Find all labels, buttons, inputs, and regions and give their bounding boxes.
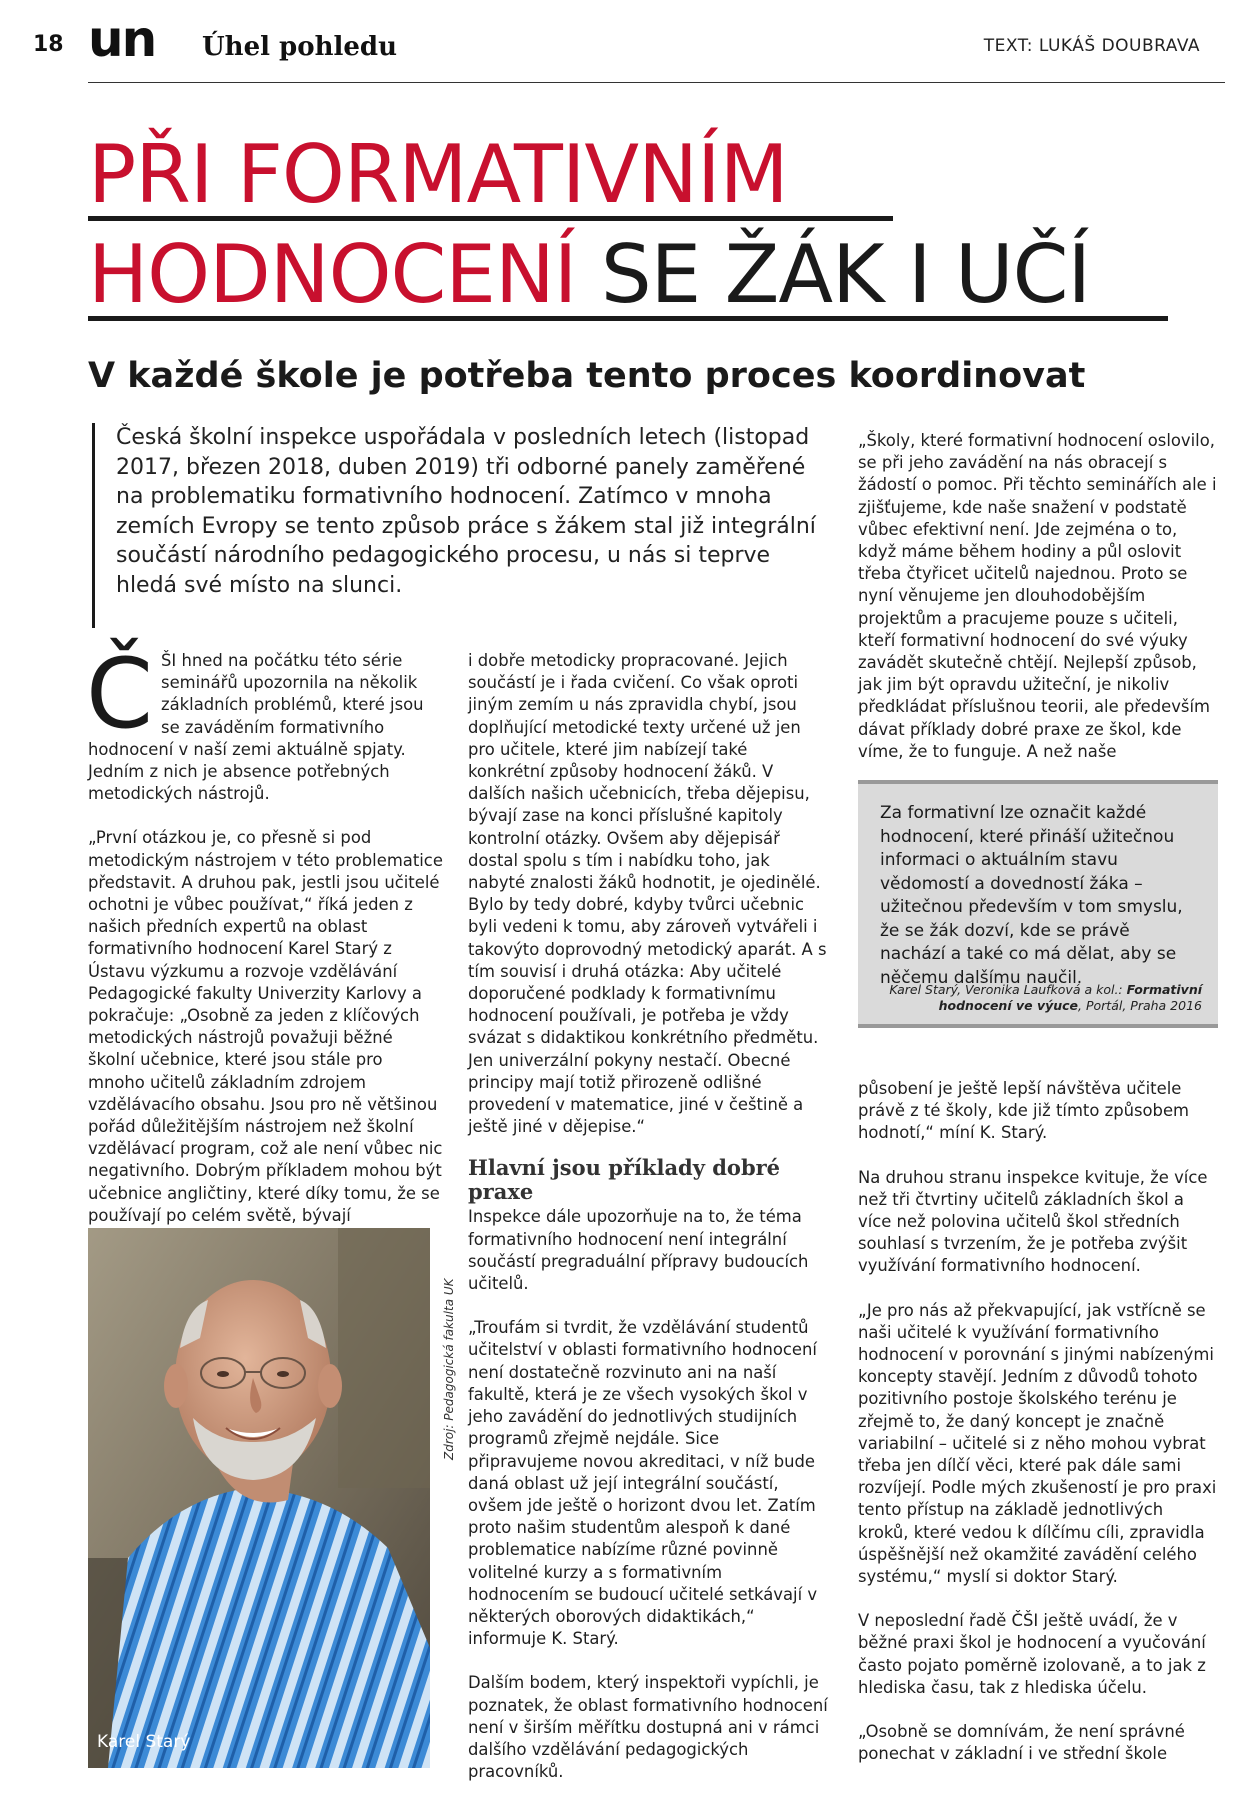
column-3-paragraph-3: Na druhou stranu inspekce kvituje, že více než tři čtvrtiny učitelů základních škol a více než polovina učitelů škol středních souhlasí s tvrzením, že je potřeba zvýšit využívání formativního hodnocení. <box>858 1167 1208 1276</box>
pull-quote-box <box>858 780 1218 1028</box>
headline-black-words: SE ŽÁK I UČÍ <box>576 228 1091 321</box>
column-3-paragraph-4: „Je pro nás až překvapující, jak vstřícně se naši učitelé k využívání formativního hodnocení v porovnání s jinými nabízenými koncepty stavějí. Jedním z důvodů tohoto pozitivního postoje školského terénu je zřejmě to, že daný koncept je značně variabilní – učitelé si z něho mohou vybrat třeba jen dílčí věci, které pak dále sami rozvíjejí. Podle mých zkušeností je pro praxi tento přístup na základě jednotlivých kroků, které vedou k dílčímu cíli, zpravidla úspěšnější než okamžité zavádění celého systému,“ myslí si doktor Starý. <box>858 1300 1217 1587</box>
column-3-paragraph-2: působení je ještě lepší návštěva učitele právě z té školy, kde již tímto způsobem hodnotí,“ míní K. Starý. <box>858 1079 1190 1143</box>
lead-bar <box>92 423 95 628</box>
article-column-2 <box>468 650 828 1783</box>
column-3-paragraph-5: V neposlední řadě ČŠI ještě uvádí, že v běžné praxi škol je hodnocení a vyučování často pojato poměrně izolovaně, a to jak z hlediska času, tak z hlediska účelu. <box>858 1611 1206 1697</box>
column-1-paragraph-2: „První otázkou je, co přesně si pod metodickým nástrojem v této problematice představit. A druhou pak, jestli jsou učitelé ochotni je vůbec používat,“ říká jeden z našich předních expertů na oblast formativního hodnocení Karel Starý z Ústavu výzkumu a rozvoje vzdělávání Pedagogické fakulty Univerzity Karlovy a pokračuje: „Osobně za jeden z klíčových metodických nástrojů považuji běžné školní učebnice, které jsou stále pro mnoho učitelů základním zdrojem vzdělávacího obsahu. Jsou pro ně většinou pořád důležitějším nástrojem než školní vzdělávací program, což ale není vůbec nic negativního. Dobrým příkladem mohou být učebnice angličtiny, které díky tomu, že se používají po celém světě, bývají <box>88 828 443 1225</box>
article-subtitle: V každé škole je potřeba tento proces koordinovat <box>88 356 1086 396</box>
header-divider <box>88 82 1225 83</box>
article-column-1 <box>86 638 443 1227</box>
section-title: Úhel pohledu <box>202 32 397 62</box>
page-number: 18 <box>33 32 64 57</box>
column-2-paragraph-3: „Troufám si tvrdit, že vzdělávání studentů učitelství v oblasti formativního hodnocení není dostatečně rozvinuto ani na naší fakultě, která je ze všech vysokých škol v jeho zavádění do jednotlivých studijních programů zřejmě nejdále. Sice připravujeme novou akreditaci, v níž bude daná oblast už její integrální součástí, ovšem jde ještě o horizont dvou let. Zatím proto našim studentům alespoň k dané problematice nabízíme různé povinně volitelné kurzy a s formativním hodnocením se budoucí učitelé setkávají v některých oborových didaktikách,“ informuje K. Starý. <box>468 1318 818 1649</box>
headline-red-word: HODNOCENÍ <box>88 228 577 321</box>
portrait-photo <box>88 1228 430 1768</box>
photo-credit-text: Zdroj: Pedagogická fakulta UK <box>442 1278 456 1460</box>
portrait-illustration <box>88 1228 430 1768</box>
column-2-paragraph-4: Dalším bodem, který inspektoři vypíchli, je poznatek, že oblast formativního hodnocení není v širším měřítku dostupná ani v rámci dalšího vzdělávání pedagogických pracovníků. <box>468 1673 828 1782</box>
headline-underline-1 <box>88 216 893 221</box>
headline-underline-2 <box>88 316 1168 321</box>
author-credit: TEXT: LUKÁŠ DOUBRAVA <box>983 36 1200 56</box>
column-1-paragraph-1 <box>86 638 443 805</box>
magazine-logo: un <box>88 10 156 68</box>
section-heading: Hlavní jsou příklady dobré praxe <box>468 1155 781 1205</box>
source-book-title: Formativní hodnocení ve výuce <box>938 982 1202 1013</box>
pull-quote-text: Za formativní lze označit každé hodnocení, které přináší užitečnou informaci o aktuálním stavu vědomostí a dovedností žáka – užitečnou především v tom smyslu, že se žák dozví, kde se právě nachází a také co má dělat, aby se něčemu dalšímu naučil. <box>880 803 1183 988</box>
column-2-paragraph-2: Inspekce dále upozorňuje na to, že téma formativního hodnocení není integrální součástí pregraduální přípravy budoucích učitelů. <box>468 1207 809 1294</box>
headline-line-2 <box>88 230 1090 320</box>
source-publisher: , Portál, Praha 2016 <box>1078 998 1202 1013</box>
photo-credit <box>440 1220 464 1460</box>
column-3-paragraph-6: „Osobně se domnívám, že není správné ponechat v základní i ve střední škole <box>858 1722 1185 1764</box>
article-column-3-top <box>858 430 1218 763</box>
column-2-paragraph-1: i dobře metodicky propracované. Jejich součástí je i řada cvičení. Co však oproti jiným zemím u nás zpravidla chybí, jsou doplňující metodické texty určené už jen pro učitele, které jim nabízejí také konkrétní způsoby hodnocení žáků. V dalších našich učebnicích, třeba dějepisu, bývají zase na konci příslušné kapitoly kontrolní otázky. Ovšem aby dějepisář dostal spolu s tím i nabídku toho, jak nabyté znalosti žáků hodnotit, je ojedinělé. Bylo by tedy dobré, kdyby tvůrci učebnic byli vedeni k tomu, aby zároveň vytvářeli i takovýto doprovodný metodický aparát. A s tím souvisí i druhá otázka: Aby učitelé doporučené podklady k formativnímu hodnocení používali, je potřeba je vždy svázat s didaktikou konkrétního předmětu. Jen univerzální pokyny nestačí. Obecné principy mají totiž přirozeně odlišné provedení v matematice, jiné v češtině a ještě jiné v dějepise.“ <box>468 651 827 1137</box>
headline-line-1: PŘI FORMATIVNÍM <box>88 128 788 221</box>
article-column-3-bottom <box>858 1078 1218 1765</box>
photo-caption: Karel Starý <box>97 1732 191 1752</box>
drop-cap: Č <box>86 638 154 750</box>
pull-quote-source <box>880 982 1202 1014</box>
article-lead: Česká školní inspekce uspořádala v posledních letech (listopad 2017, březen 2018, duben 2019) tři odborné panely zaměřené na problematiku formativního hodnocení. Zatímco v mnoha zemích Evropy se tento způsob práce s žákem stal již integrální součástí národního pedagogického procesu, u nás si teprve hledá své místo na slunci. <box>116 425 816 598</box>
column-1-paragraph-1-text: ŠI hned na počátku této série seminářů upozornila na několik základních problémů, které jsou se zaváděním formativního hodnocení v naší zemi aktuálně spjaty. Jedním z nich je absence potřebných metodických nástrojů. <box>88 651 424 804</box>
source-authors: Karel Starý, Veronika Laufková a kol.: <box>889 982 1127 997</box>
column-3-paragraph-1: „Školy, které formativní hodnocení oslovilo, se při jeho zavádění na nás obracejí s žádostí o pomoc. Při těchto seminářích ale i zjišťujeme, kde naše snažení v podstatě vůbec efektivní není. Jde zejména o to, když máme během hodiny a půl oslovit třeba čtyřicet učitelů najednou. Proto se nyní věnujeme jen dlouhodobějším projektům a pracujeme pouze s učiteli, kteří formativní hodnocení do své výuky zavádět skutečně chtějí. Nejlepší způsob, jak jim být opravdu užiteční, je nikoliv předkládat příslušnou teorii, ale především dávat příklady dobré praxe ze škol, kde víme, že to funguje. A než naše <box>858 431 1217 761</box>
